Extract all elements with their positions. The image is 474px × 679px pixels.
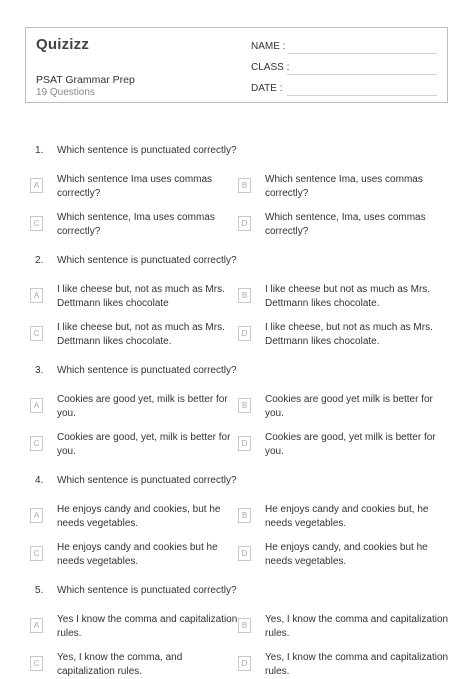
option-c-box[interactable]: C [30, 656, 43, 671]
option-a-text: I like cheese but, not as much as Mrs. Dettmann likes chocolate [57, 284, 225, 309]
option-b-box[interactable]: B [238, 398, 251, 413]
option-a-box[interactable]: A [30, 398, 43, 413]
worksheet-header [25, 27, 448, 103]
option-c-text: Cookies are good, yet, milk is better for you. [57, 432, 231, 457]
option-b-text: Yes, I know the comma and capitalization rules. [265, 614, 449, 639]
option-d-box[interactable]: D [238, 656, 251, 671]
option-d-text: Yes, I know the comma and capitalization rules. [265, 652, 449, 677]
question-text: Which sentence is punctuated correctly? [57, 255, 237, 266]
option-a-text: Yes I know the comma and capitalization rules. [57, 614, 238, 639]
date-label: DATE : [251, 83, 283, 94]
name-line [287, 53, 437, 54]
option-c-text: Which sentence, Ima uses commas correctly? [57, 212, 215, 237]
option-d-text: I like cheese, but not as much as Mrs. Dettmann likes chocolate. [265, 322, 433, 347]
option-d-box[interactable]: D [238, 436, 251, 451]
option-a-text: He enjoys candy and cookies, but he needs vegetables. [57, 504, 221, 529]
option-c-text: Yes, I know the comma, and capitalization rules. [57, 652, 183, 677]
option-b-box[interactable]: B [238, 618, 251, 633]
option-c-box[interactable]: C [30, 216, 43, 231]
question-text: Which sentence is punctuated correctly? [57, 475, 237, 486]
option-d-text: He enjoys candy, and cookies but he needs vegetables. [265, 542, 428, 567]
question-text: Which sentence is punctuated correctly? [57, 145, 237, 156]
question-number: 3. [35, 365, 44, 376]
name-field [251, 41, 285, 52]
option-a-text: Cookies are good yet, milk is better for you. [57, 394, 228, 419]
option-a-box[interactable]: A [30, 618, 43, 633]
option-b-box[interactable]: B [238, 178, 251, 193]
question-number: 4. [35, 475, 44, 486]
date-line [287, 95, 437, 96]
class-label: CLASS : [251, 62, 290, 73]
question-text: Which sentence is punctuated correctly? [57, 585, 237, 596]
option-b-text: Cookies are good yet milk is better for you. [265, 394, 433, 419]
option-c-text: I like cheese but, not as much as Mrs. Dettmann likes chocolate. [57, 322, 225, 347]
option-a-box[interactable]: A [30, 178, 43, 193]
option-a-box[interactable]: A [30, 508, 43, 523]
question-number: 5. [35, 585, 44, 596]
option-c-box[interactable]: C [30, 326, 43, 341]
option-c-text: He enjoys candy and cookies but he needs vegetables. [57, 542, 218, 567]
option-c-box[interactable]: C [30, 546, 43, 561]
quizizz-logo: Quizizz [36, 36, 90, 53]
worksheet-title: PSAT Grammar Prep [36, 74, 135, 86]
class-field [251, 62, 289, 73]
option-b-box[interactable]: B [238, 288, 251, 303]
option-a-text: Which sentence Ima uses commas correctly? [57, 174, 213, 199]
option-c-box[interactable]: C [30, 436, 43, 451]
question-count: 19 Questions [36, 87, 95, 98]
option-b-text: He enjoys candy and cookies but, he needs vegetables. [265, 504, 429, 529]
question-number: 1. [35, 145, 44, 156]
date-field [251, 83, 282, 94]
option-a-box[interactable]: A [30, 288, 43, 303]
option-d-box[interactable]: D [238, 216, 251, 231]
option-b-box[interactable]: B [238, 508, 251, 523]
question-text: Which sentence is punctuated correctly? [57, 365, 237, 376]
option-b-text: I like cheese but not as much as Mrs. Dettmann likes chocolate. [265, 284, 431, 309]
question-number: 2. [35, 255, 44, 266]
option-d-text: Cookies are good, yet milk is better for you. [265, 432, 436, 457]
option-d-box[interactable]: D [238, 546, 251, 561]
class-line [287, 74, 437, 75]
option-d-box[interactable]: D [238, 326, 251, 341]
name-label: NAME : [251, 41, 286, 52]
option-b-text: Which sentence Ima, uses commas correctly? [265, 174, 423, 199]
option-d-text: Which sentence, Ima, uses commas correctly? [265, 212, 426, 237]
